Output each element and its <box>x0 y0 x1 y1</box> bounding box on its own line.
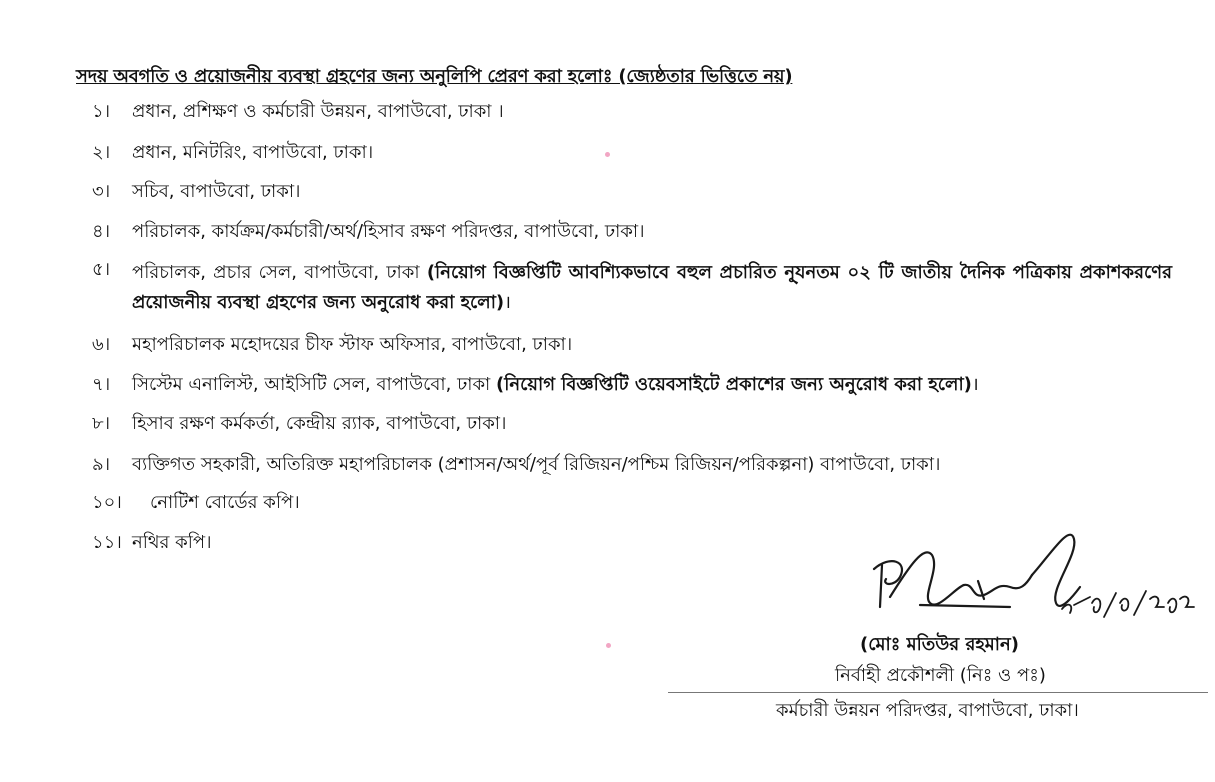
item-number: ৩। <box>92 181 111 202</box>
list-item <box>92 412 506 436</box>
item-number: ৭। <box>92 374 111 395</box>
item-number: ১। <box>92 101 111 122</box>
item-text: নোটিশ বোর্ডের কপি। <box>150 492 300 513</box>
item-bold-request: (নিয়োগ বিজ্ঞপ্তিটি ওয়েবসাইটে প্রকাশের জন্য অনুরোধ করা হলো) <box>496 374 972 395</box>
item-number: ৬। <box>92 334 111 355</box>
list-item <box>92 453 940 477</box>
signatory-office: কর্মচারী উন্নয়ন পরিদপ্তর, বাপাউবো, ঢাকা। <box>776 700 1079 721</box>
signature-divider <box>668 692 1208 693</box>
item-bold-request: (নিয়োগ বিজ্ঞপ্তিটি আবশ্যিকভাবে বহুল প্রচারিত নূ্যনতম ০২ টি জাতীয় দৈনিক পত্রিকায় প্রকাশকরণের প্রয়োজনীয় ব্যবস্থা গ্রহণের জন্য অনুরোধ করা হলো) <box>132 262 1172 313</box>
item-tail: । <box>504 292 511 313</box>
handwritten-signature <box>860 525 1200 625</box>
item-text: পরিচালক, কার্যক্রম/কর্মচারী/অর্থ/হিসাব রক্ষণ পরিদপ্তর, বাপাউবো, ঢাকা। <box>132 221 645 242</box>
item-text: সচিব, বাপাউবো, ঢাকা। <box>132 181 301 202</box>
item-text <box>132 258 1172 318</box>
item-tail: । <box>971 374 979 395</box>
item-number: ৪। <box>92 221 111 242</box>
list-item <box>92 100 504 124</box>
item-text: মহাপরিচালক মহোদয়ের চীফ স্টাফ অফিসার, বাপাউবো, ঢাকা। <box>132 334 573 355</box>
item-number: ২। <box>92 142 111 163</box>
item-number: ৯। <box>92 454 111 475</box>
item-text: হিসাব রক্ষণ কর্মকর্তা, কেন্দ্রীয় র‍্যাক, বাপাউবো, ঢাকা। <box>132 413 507 434</box>
item-number: ৫। <box>92 259 111 280</box>
list-item <box>92 333 572 357</box>
signatory-title: নির্বাহী প্রকৌশলী (নিঃ ও পঃ) <box>835 665 1046 686</box>
scan-speck <box>605 152 610 157</box>
item-text: প্রধান, প্রশিক্ষণ ও কর্মচারী উন্নয়ন, বাপাউবো, ঢাকা । <box>132 101 504 122</box>
signatory-name: (মোঃ মতিউর রহমান) <box>860 634 1019 655</box>
list-item <box>92 141 373 165</box>
item-text: নথির কপি। <box>132 532 212 553</box>
list-item <box>92 180 300 204</box>
item-number: ১০। <box>92 492 122 513</box>
item-number: ৮। <box>92 413 111 434</box>
list-item <box>92 258 1172 318</box>
list-item <box>92 220 645 244</box>
item-text <box>132 373 979 397</box>
list-item <box>92 373 979 397</box>
item-number: ১১। <box>92 532 122 553</box>
scan-speck <box>606 643 611 648</box>
distribution-header: সদয় অবগতি ও প্রয়োজনীয় ব্যবস্থা গ্রহণের জন্য অনুলিপি প্রেরণ করা হলোঃ (জ্যেষ্ঠতার ভিত্তিতে নয়) <box>76 66 793 87</box>
item-text: প্রধান, মনিটরিং, বাপাউবো, ঢাকা। <box>132 142 374 163</box>
list-item <box>92 531 212 555</box>
item-plain-text: সিস্টেম এনালিস্ট, আইসিটি সেল, বাপাউবো, ঢাকা <box>132 374 497 395</box>
item-plain-text: পরিচালক, প্রচার সেল, বাপাউবো, ঢাকা <box>132 262 427 283</box>
item-text: ব্যক্তিগত সহকারী, অতিরিক্ত মহাপরিচালক (প্রশাসন/অর্থ/পূর্ব রিজিয়ন/পশ্চিম রিজিয়ন/পরিকল্পনা) বাপাউবো, ঢাকা। <box>132 454 941 475</box>
list-item <box>92 491 300 515</box>
